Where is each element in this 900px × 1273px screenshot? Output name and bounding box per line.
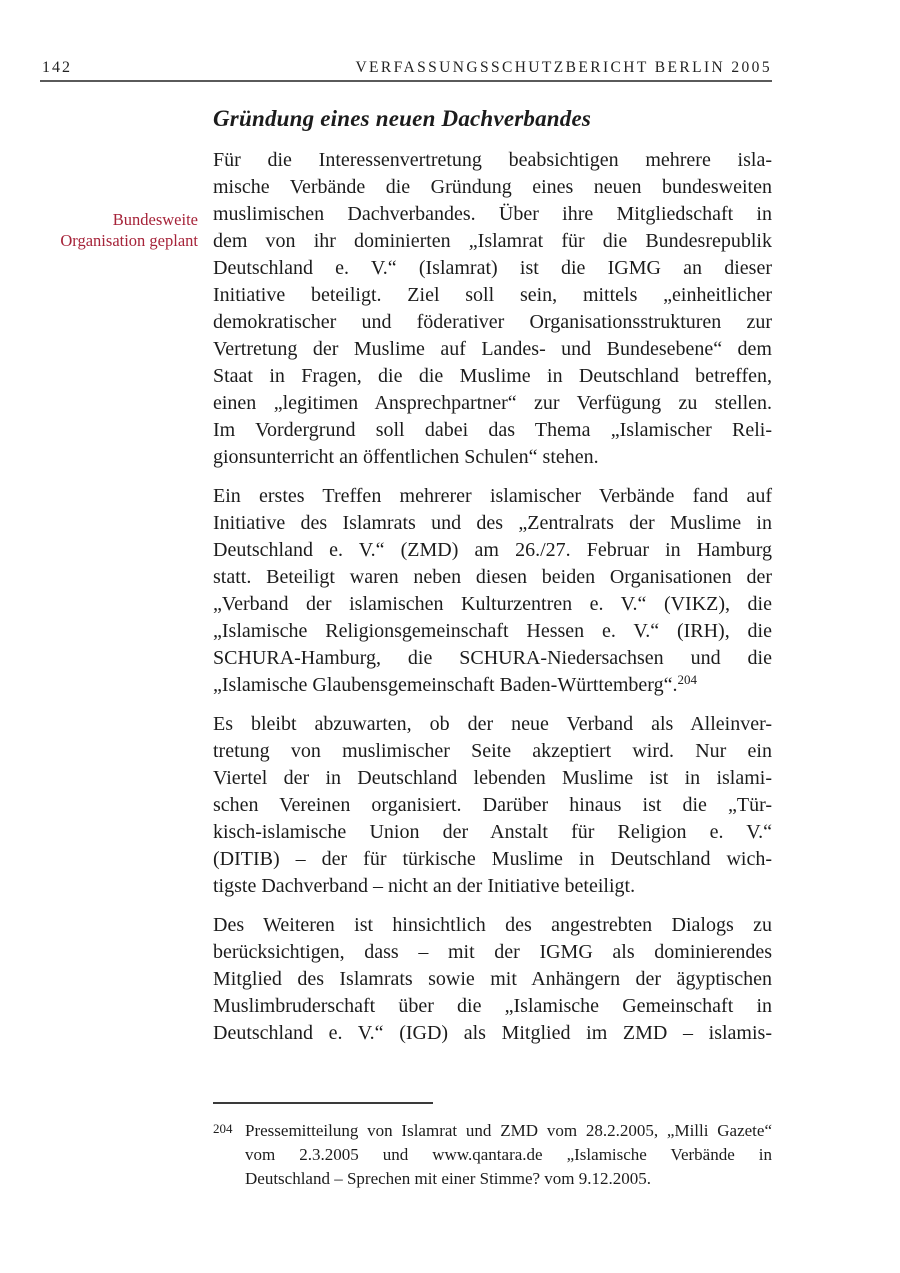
page-header [42, 59, 772, 77]
text-line: Deutschland e. V.“ (IGD) als Mitglied im ZMD – islamis- [213, 1022, 772, 1044]
text-line: tigste Dachverband – nicht an der Initiative beteiligt. [213, 875, 636, 897]
header-rule [40, 80, 772, 82]
paragraph-1 [213, 147, 772, 471]
footnote-text [245, 1119, 772, 1191]
text-line-fragment: „Islamische Glaubensgemeinschaft Baden-Württemberg“. [213, 674, 678, 696]
footnote-204 [213, 1119, 772, 1191]
footnote-separator-rule [213, 1102, 433, 1104]
text-line: Es bleibt abzuwarten, ob der neue Verband als Alleinver- [213, 713, 772, 735]
margin-note [36, 209, 198, 251]
paragraph-2 [213, 483, 772, 699]
paragraph-4 [213, 912, 772, 1047]
text-line: Initiative beteiligt. Ziel soll sein, mittels „einheitlicher [213, 284, 772, 306]
text-line: mische Verbände die Gründung eines neuen bundesweiten [213, 176, 772, 198]
text-line: demokratischer und föderativer Organisationsstrukturen zur [213, 311, 772, 333]
text-line: schen Vereinen organisiert. Darüber hinaus ist die „Tür- [213, 794, 772, 816]
text-line: „Verband der islamischen Kulturzentren e. V.“ (VIKZ), die [213, 593, 772, 615]
section-heading: Gründung eines neuen Dachverbandes [213, 106, 592, 131]
text-line: Ein erstes Treffen mehrerer islamischer Verbände fand auf [213, 485, 772, 507]
margin-note-line: Bundesweite [112, 210, 198, 229]
text-line: „Islamische Religionsgemeinschaft Hessen e. V.“ (IRH), die [213, 620, 772, 642]
text-line: (DITIB) – der für türkische Muslime in Deutschland wich- [213, 848, 772, 870]
running-title: VERFASSUNGSSCHUTZBERICHT BERLIN 2005 [355, 59, 772, 76]
footnote-line: Pressemitteilung von Islamrat und ZMD vom 28.2.2005, „Milli Gazete“ [245, 1121, 772, 1140]
text-line: Mitglied des Islamrats sowie mit Anhängern der ägyptischen [213, 968, 772, 990]
text-line: Deutschland e. V.“ (Islamrat) ist die IGMG an dieser [213, 257, 772, 279]
text-line: Des Weiteren ist hinsichtlich des angestrebten Dialogs zu [213, 914, 772, 936]
text-line: Viertel der in Deutschland lebenden Muslime ist in islami- [213, 767, 772, 789]
main-text-column [213, 105, 772, 1059]
page-number: 142 [42, 59, 72, 76]
text-line: Vertretung der Muslime auf Landes- und Bundesebene“ dem [213, 338, 772, 360]
footnote-marker: 204 [213, 1121, 233, 1136]
text-line: tretung von muslimischer Seite akzeptiert wird. Nur ein [213, 740, 772, 762]
text-line: statt. Beteiligt waren neben diesen beiden Organisationen der [213, 566, 772, 588]
footnote-reference: 204 [677, 672, 697, 687]
text-line [213, 672, 772, 699]
text-line: berücksichtigen, dass – mit der IGMG als dominierendes [213, 941, 772, 963]
footnote-line: vom 2.3.2005 und www.qantara.de „Islamische Verbände in [245, 1145, 772, 1164]
text-line: gionsunterricht an öffentlichen Schulen“ stehen. [213, 446, 599, 468]
text-line: Deutschland e. V.“ (ZMD) am 26./27. Februar in Hamburg [213, 539, 772, 561]
text-line: Muslimbruderschaft über die „Islamische Gemeinschaft in [213, 995, 772, 1017]
footnote-line: Deutschland – Sprechen mit einer Stimme? vom 9.12.2005. [245, 1169, 652, 1188]
text-line: Staat in Fragen, die die Muslime in Deutschland betreffen, [213, 365, 772, 387]
text-line: dem von ihr dominierten „Islamrat für die Bundesrepublik [213, 230, 772, 252]
text-line: kisch-islamische Union der Anstalt für Religion e. V.“ [213, 821, 772, 843]
text-line: muslimischen Dachverbandes. Über ihre Mitgliedschaft in [213, 203, 772, 225]
text-line: Im Vordergrund soll dabei das Thema „Islamischer Reli- [213, 419, 772, 441]
text-line: SCHURA-Hamburg, die SCHURA-Niedersachsen und die [213, 647, 772, 669]
text-line: Initiative des Islamrats und des „Zentralrats der Muslime in [213, 512, 772, 534]
text-line: einen „legitimen Ansprechpartner“ zur Verfügung zu stellen. [213, 392, 772, 414]
margin-note-line: Organisation geplant [60, 231, 198, 250]
text-line: Für die Interessenvertretung beabsichtigen mehrere isla- [213, 149, 772, 171]
paragraph-3 [213, 711, 772, 900]
